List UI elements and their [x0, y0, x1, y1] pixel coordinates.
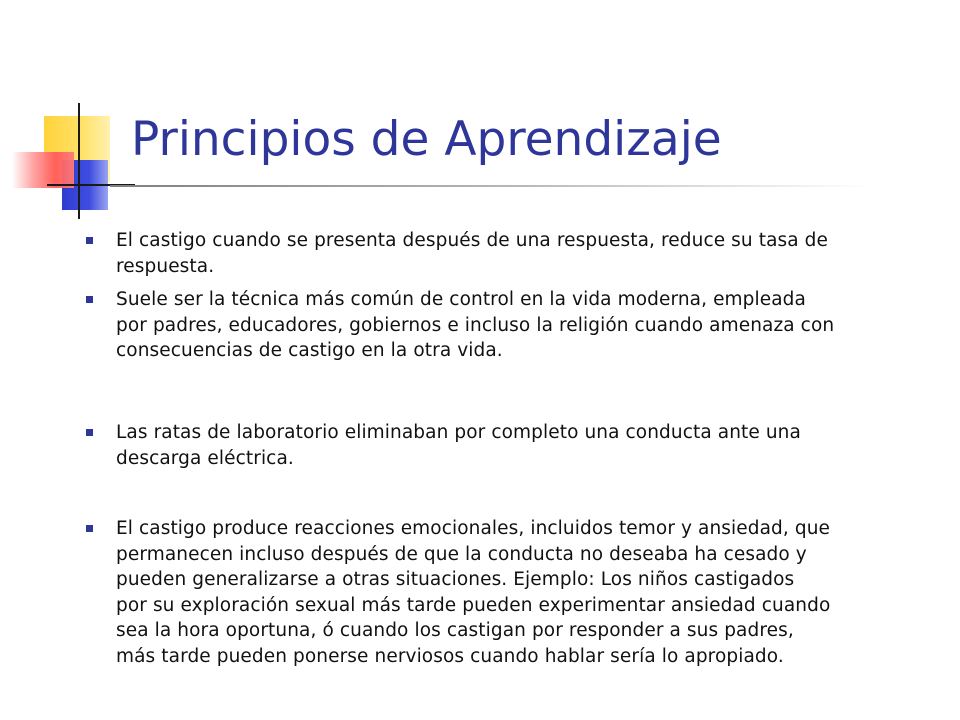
square-bullet-icon	[86, 237, 93, 244]
square-bullet-icon	[86, 429, 93, 436]
square-bullet-icon	[86, 296, 93, 303]
bullet-text: Las ratas de laboratorio eliminaban por completo una conducta ante una descarga eléctrica.	[116, 422, 801, 469]
square-bullet-icon	[86, 525, 93, 532]
bullet-text: El castigo cuando se presenta después de una respuesta, reduce su tasa de respuesta.	[116, 230, 828, 277]
bullet-text: Suele ser la técnica más común de control en la vida moderna, empleada por padres, educadores, gobiernos e incluso la religión cuando amenaza con consecuencias de castigo en la otra vida.	[116, 289, 835, 361]
slide-title: Principios de Aprendizaje	[131, 112, 722, 167]
bullet-text: El castigo produce reacciones emocionales, incluidos temor y ansiedad, que permanecen incluso después de que la conducta no deseaba ha cesado y pueden generalizarse a otras situaciones. Ejemplo: Los niños castigados por su exploración sexual más tarde pueden experimentar ansiedad cuando sea la hora oportuna, ó cuando los castigan por responder a sus padres, más tarde pueden ponerse nerviosos cuando hablar sería lo apropiado.	[116, 518, 831, 667]
